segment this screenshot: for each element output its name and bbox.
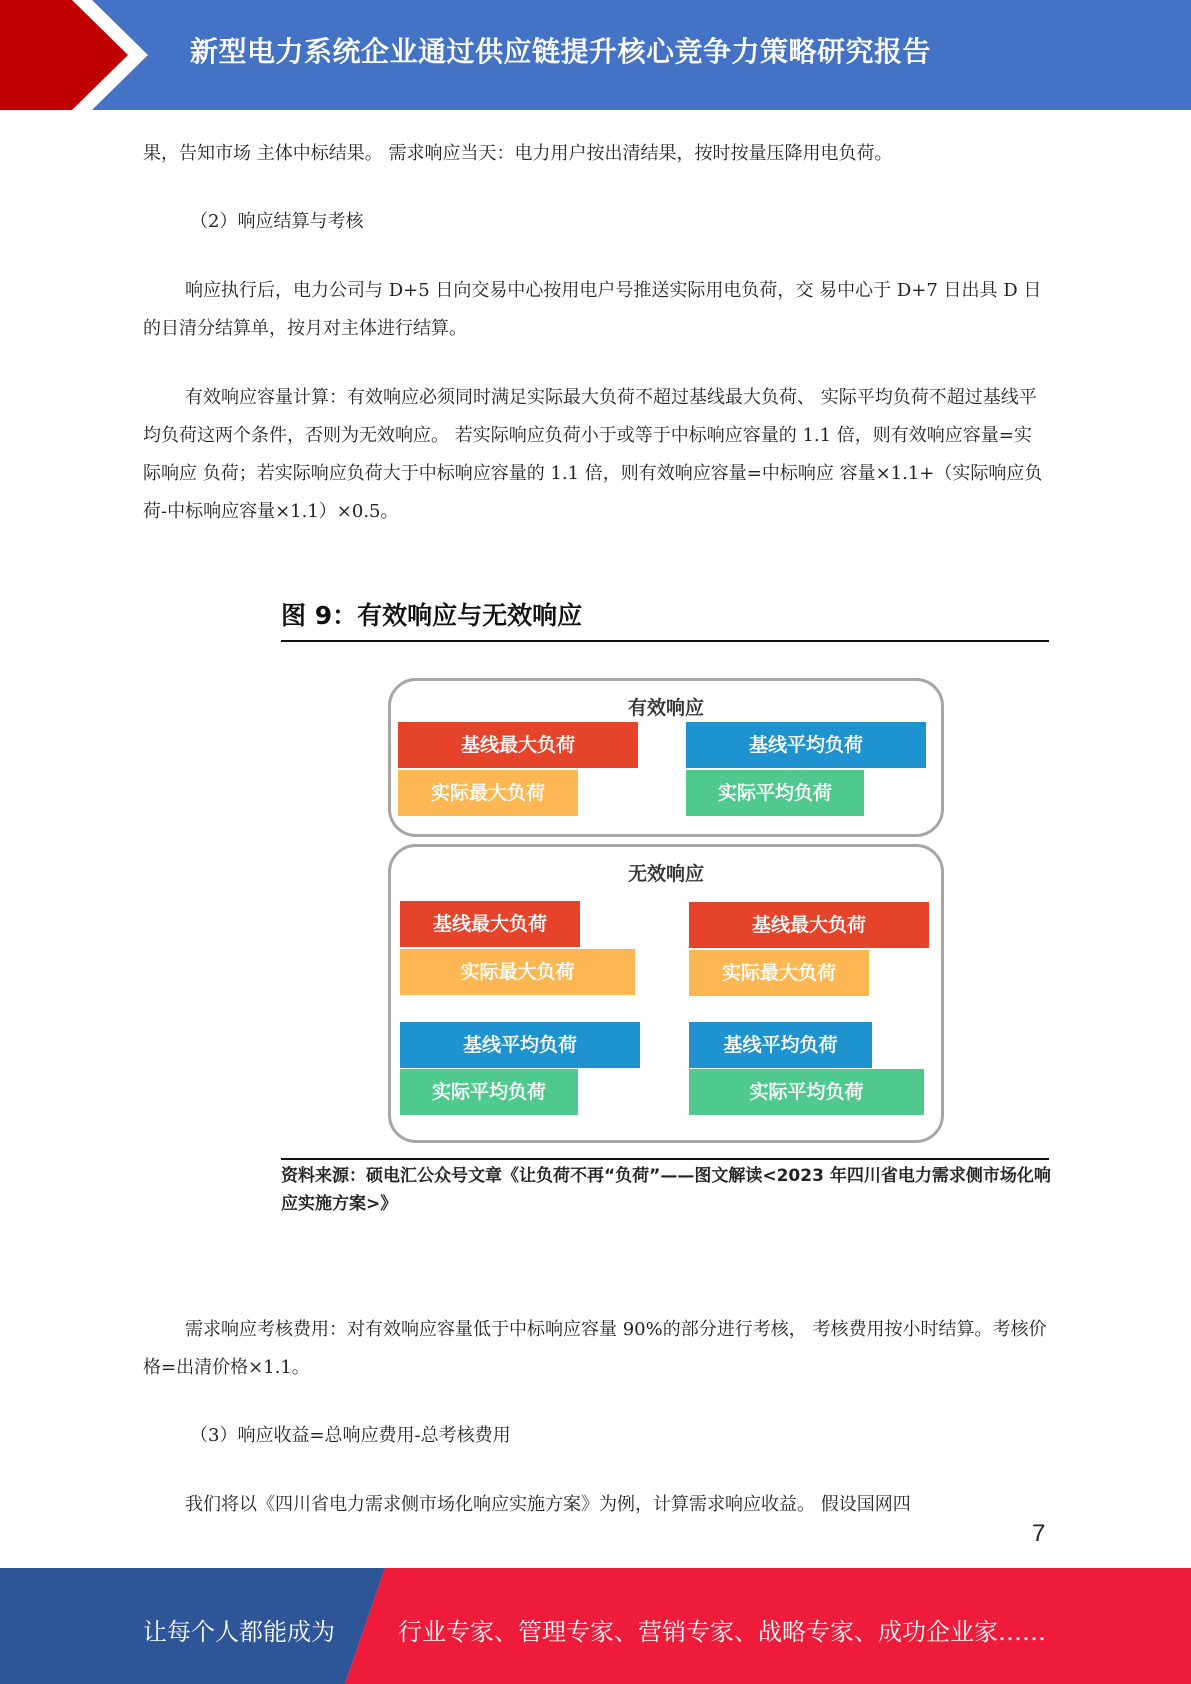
invalid-response-panel [388, 844, 944, 1143]
valid-baseline-avg-box: 基线平均负荷 [686, 722, 926, 768]
invalid-actual-avg-box-2: 实际平均负荷 [689, 1069, 924, 1115]
paragraph-5: 我们将以《四川省电力需求侧市场化响应实施方案》为例，计算需求响应收益。 假设国网四 [185, 1494, 911, 1515]
figure-title: 图 9：有效响应与无效响应 [281, 601, 583, 630]
valid-baseline-max-box: 基线最大负荷 [398, 722, 638, 768]
header-arrow-decoration [0, 0, 160, 110]
valid-panel-title: 有效响应 [627, 697, 704, 719]
page-number: 7 [1032, 1520, 1046, 1547]
figure-top-rule [281, 640, 1049, 642]
invalid-actual-max-box-2: 实际最大负荷 [689, 950, 869, 996]
footer-slogan-right: 行业专家、管理专家、营销专家、战略专家、成功企业家…… [398, 1618, 1046, 1646]
paragraph-3: 有效响应容量计算：有效响应必须同时满足实际最大负荷不超过基线最大负荷、 实际平均负荷不超过基线平均负荷这两个条件，否则为无效响应。 若实际响应负荷小于或等于中标响应容量的 1.1 倍，则有效响应容量=实际响应 负荷；若实际响应负荷大于中标响应容量的 1.1 倍，则有效响应容量=中标响应 容量×1.1+（实际响应负荷-中标响应容量×1.1）×0.5。 [143, 387, 1043, 522]
invalid-baseline-avg-box-2: 基线平均负荷 [689, 1022, 872, 1068]
report-title: 新型电力系统企业通过供应链提升核心竞争力策略研究报告 [190, 35, 932, 68]
page-header [0, 0, 1191, 110]
valid-actual-avg-box: 实际平均负荷 [686, 770, 864, 816]
invalid-actual-avg-box-1: 实际平均负荷 [400, 1069, 578, 1115]
valid-actual-max-box: 实际最大负荷 [398, 770, 578, 816]
subheading-settlement: （2）响应结算与考核 [190, 211, 364, 232]
invalid-baseline-avg-box-1: 基线平均负荷 [400, 1022, 640, 1068]
invalid-baseline-max-box-2: 基线最大负荷 [689, 902, 929, 948]
invalid-baseline-max-box-1: 基线最大负荷 [400, 901, 580, 947]
paragraph-4: 需求响应考核费用：对有效响应容量低于中标响应容量 90%的部分进行考核， 考核费用按小时结算。考核价格=出清价格×1.1。 [143, 1319, 1047, 1378]
paragraph-1: 果，告知市场 主体中标结果。 需求响应当天：电力用户按出清结果，按时按量压降用电负荷。 [143, 143, 893, 164]
valid-response-panel [388, 678, 944, 837]
invalid-panel-title: 无效响应 [627, 863, 704, 885]
figure-bottom-rule [281, 1158, 1049, 1160]
figure-source: 资料来源：硕电汇公众号文章《让负荷不再“负荷”——图文解读<2023 年四川省电力需求侧市场化响应实施方案>》 [281, 1166, 1051, 1214]
paragraph-2: 响应执行后，电力公司与 D+5 日向交易中心按用电户号推送实际用电负荷，交 易中心于 D+7 日出具 D 日的日清分结算单，按月对主体进行结算。 [143, 280, 1042, 339]
subheading-revenue: （3）响应收益=总响应费用-总考核费用 [190, 1425, 511, 1446]
footer-slogan-left: 让每个人都能成为 [143, 1618, 335, 1646]
invalid-actual-max-box-1: 实际最大负荷 [400, 949, 635, 995]
